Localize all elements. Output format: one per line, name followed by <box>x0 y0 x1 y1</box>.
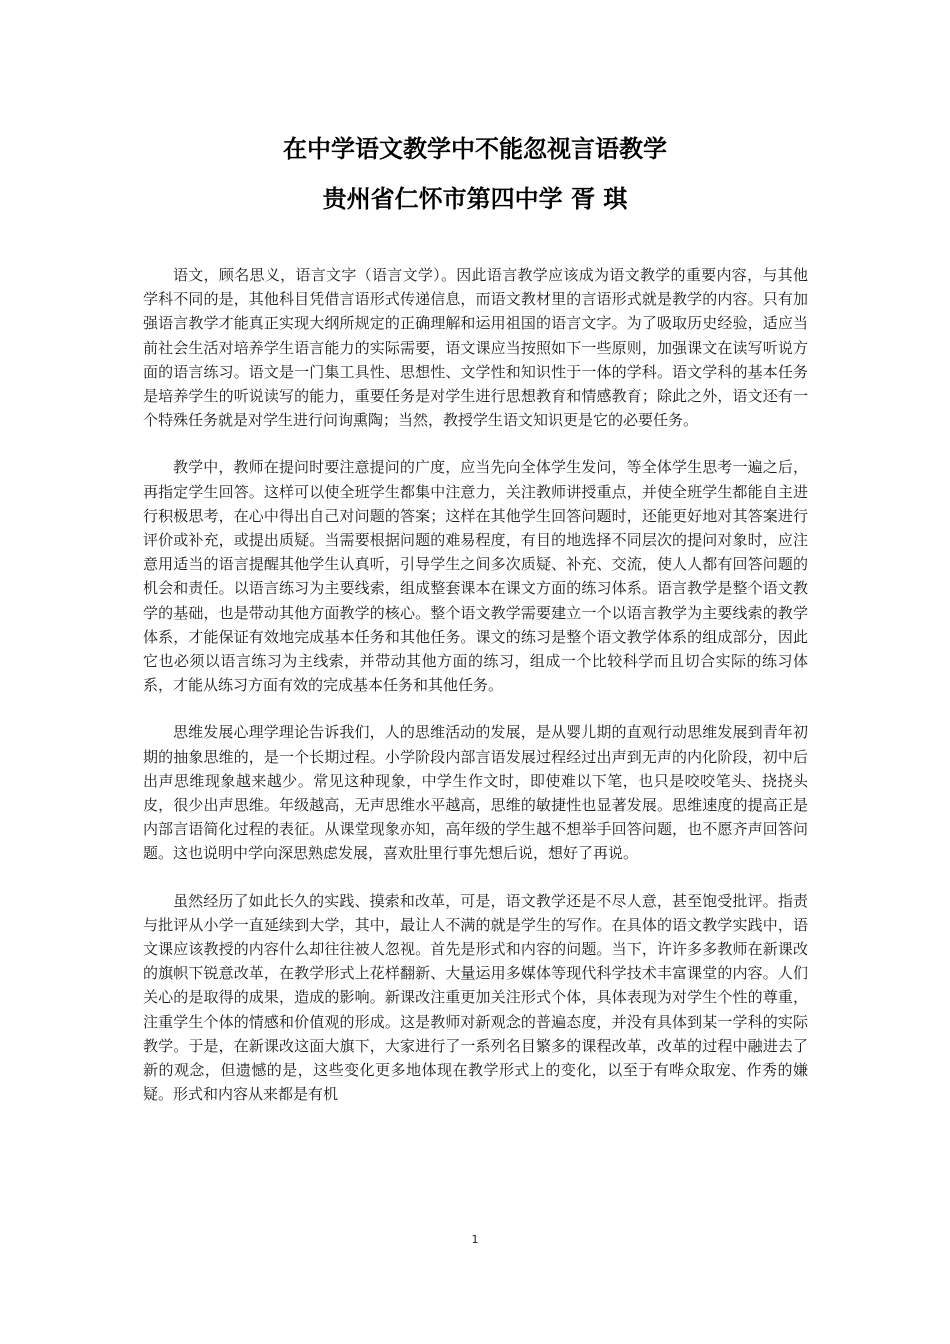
document-body <box>143 263 808 1130</box>
author-byline: 贵州省仁怀市第四中学 胥 琪 <box>322 185 628 213</box>
paragraph-2: 教学中，教师在提问时要注意提问的广度，应当先向全体学生发问，等全体学生思考一遍之后，再指定学生回答。这样可以使全班学生都集中注意力，关注教师讲授重点，并使全班学生都能自主进行积极思考，在心中得出自己对问题的答案；这样在其他学生回答问题时，还能更好地对其答案进行评价或补充，或提出质疑。当需要根据问题的难易程度，有目的地选择不同层次的提问对象时，应注意用适当的语言提醒其他学生认真听，引导学生之间多次质疑、补充、交流，使人人都有回答问题的机会和责任。以语言练习为主要线索，组成整套课本在课文方面的练习体系。语言教学是整个语文教学的基础，也是带动其他方面教学的核心。整个语文教学需要建立一个以语言教学为主要线索的教学体系，才能保证有效地完成基本任务和其他任务。课文的练习是整个语文教学体系的组成部分，因此它也必须以语言练习为主线索，并带动其他方面的练习，组成一个比较科学而且切合实际的练习体系，才能从练习方面有效的完成基本任务和其他任务。 <box>143 458 808 695</box>
paragraph-4: 虽然经历了如此长久的实践、摸索和改革，可是，语文教学还是不尽人意，甚至饱受批评。指责与批评从小学一直延续到大学，其中，最让人不满的就是学生的写作。在具体的语文教学实践中，语文课应该教授的内容什么却往往被人忽视。首先是形式和内容的问题。当下，许许多多教师在新课改的旗帜下锐意改革，在教学形式上花样翻新、大量运用多媒体等现代科学技术丰富课堂的内容。人们关心的是取得的成果，造成的影响。新课改注重更加关注形式个体，具体表现为对学生个性的尊重，注重学生个体的情感和价值观的形成。这是教师对新观念的普遍态度，并没有具体到某一学科的实际教学。于是，在新课改这面大旗下，大家进行了一系列名目繁多的课程改革，改革的过程中融进去了新的观念，但遗憾的是，这些变化更多地体现在教学形式上的变化，以至于有哗众取宠、作秀的嫌疑。形式和内容从来都是有机 <box>143 891 808 1104</box>
page-number: 1 <box>471 1233 479 1246</box>
paragraph-1: 语文，顾名思义，语言文字（语言文学）。因此语言教学应该成为语文教学的重要内容，与其他学科不同的是，其他科目凭借言语形式传递信息，而语文教材里的言语形式就是教学的内容。只有加强语言教学才能真正实现大纲所规定的正确理解和运用祖国的语言文字。为了吸取历史经验，适应当前社会生活对培养学生语言能力的实际需要，语文课应当按照如下一些原则，加强课文在读写听说方面的语言练习。语文是一门集工具性、思想性、文学性和知识性于一体的学科。语文学科的基本任务是培养学生的听说读写的能力，重要任务是对学生进行思想教育和情感教育；除此之外，语文还有一个特殊任务就是对学生进行问询熏陶；当然，教授学生语文知识更是它的必要任务。 <box>143 266 808 430</box>
paragraph-3: 思维发展心理学理论告诉我们，人的思维活动的发展，是从婴儿期的直观行动思维发展到青年初期的抽象思维的，是一个长期过程。小学阶段内部言语发展过程经过出声到无声的内化阶段，初中后出声思维现象越来越少。常见这种现象，中学生作文时，即使难以下笔，也只是咬咬笔头、挠挠头皮，很少出声思维。年级越高，无声思维水平越高，思维的敏捷性也显著发展。思维速度的提高正是内部言语简化过程的表征。从课堂现象亦知，高年级的学生越不想举手回答问题，也不愿齐声回答问题。这也说明中学向深思熟虑发展，喜欢肚里行事先想后说，想好了再说。 <box>143 723 808 863</box>
document-title: 在中学语文教学中不能忽视言语教学 <box>283 135 667 163</box>
